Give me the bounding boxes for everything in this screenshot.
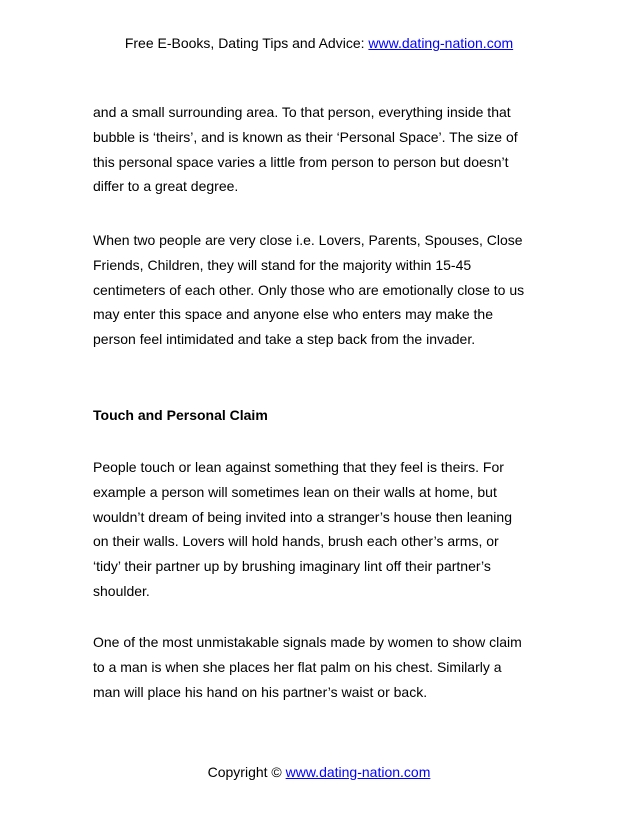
paragraph-touch-claim bbox=[93, 455, 563, 604]
header-text: Free E-Books, Dating Tips and Advice: bbox=[124, 35, 369, 51]
paragraph-line: centimeters of each other. Only those who are emotionally close to us bbox=[93, 281, 525, 298]
footer-website-link[interactable]: www.dating-nation.com bbox=[285, 764, 431, 780]
paragraph-line: this personal space varies a little from person to person but doesn’t bbox=[93, 153, 509, 170]
paragraph-line: to a man is when she places her flat palm on his chest. Similarly a bbox=[93, 658, 502, 675]
page-header bbox=[0, 34, 638, 52]
paragraph-line: and a small surrounding area. To that person, everything inside that bbox=[93, 104, 511, 120]
paragraph-line: ‘tidy’ their partner up by brushing imaginary lint off their partner’s bbox=[93, 558, 491, 575]
paragraph-close-people bbox=[93, 228, 563, 352]
paragraph-claim-signals bbox=[93, 630, 563, 704]
paragraph-line: may enter this space and anyone else who enters may make the bbox=[93, 306, 493, 323]
copyright-text: Copyright © bbox=[207, 764, 286, 780]
paragraph-personal-space bbox=[93, 100, 563, 199]
paragraph-line: bubble is ‘theirs’, and is known as their ‘Personal Space’. The size of bbox=[93, 128, 518, 145]
paragraph-line: Friends, Children, they will stand for the majority within 15-45 bbox=[93, 256, 472, 273]
section-heading: Touch and Personal Claim bbox=[93, 407, 268, 423]
paragraph-line: example a person will sometimes lean on their walls at home, but bbox=[93, 483, 497, 500]
paragraph-line: wouldn’t dream of being invited into a stranger’s house then leaning bbox=[93, 508, 512, 525]
paragraph-line: differ to a great degree. bbox=[93, 178, 239, 195]
paragraph-line: When two people are very close i.e. Lovers, Parents, Spouses, Close bbox=[93, 232, 523, 248]
paragraph-line: person feel intimidated and take a step back from the invader. bbox=[93, 331, 476, 348]
header-website-link[interactable]: www.dating-nation.com bbox=[368, 35, 514, 51]
paragraph-line: shoulder. bbox=[93, 582, 150, 599]
page-footer bbox=[0, 763, 638, 781]
section-heading-block bbox=[93, 403, 563, 428]
paragraph-line: People touch or lean against something that they feel is theirs. For bbox=[93, 459, 504, 475]
paragraph-line: man will place his hand on his partner’s waist or back. bbox=[93, 683, 428, 700]
paragraph-line: on their walls. Lovers will hold hands, brush each other’s arms, or bbox=[93, 533, 499, 550]
paragraph-line: One of the most unmistakable signals made by women to show claim bbox=[93, 634, 522, 650]
